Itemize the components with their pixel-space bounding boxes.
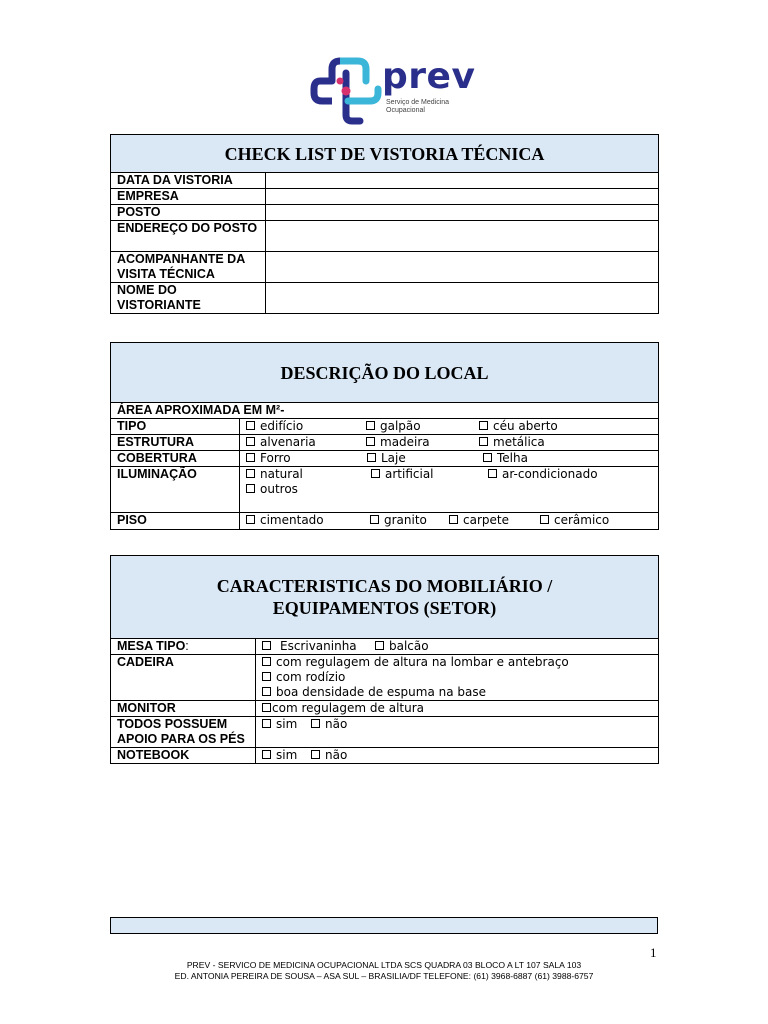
checkbox-icon [311,719,320,728]
endereco-posto-field[interactable] [266,221,659,252]
checkbox-icon [262,672,271,681]
page-number: 1 [650,945,657,960]
mesa-tipo-label: MESA TIPO: [111,639,256,655]
monitor-label: MONITOR [111,701,256,717]
nome-vistoriante-field[interactable] [266,283,659,314]
estrutura-option-metalica[interactable]: metálica [479,435,545,450]
cadeira-option-espuma[interactable]: boa densidade de espuma na base [262,685,486,700]
cadeira-label: CADEIRA [111,655,256,701]
checkbox-icon [262,687,271,696]
checkbox-icon [246,515,255,524]
checklist-title: CHECK LIST DE VISTORIA TÉCNICA [111,135,659,173]
checkbox-icon [246,484,255,493]
checkbox-icon [540,515,549,524]
piso-label: PISO [111,513,240,530]
tipo-option-galpao[interactable]: galpão [366,419,421,434]
posto-field[interactable] [266,205,659,221]
checkbox-icon [262,641,271,650]
cadeira-options [256,655,659,701]
cadeira-option-regulagem[interactable]: com regulagem de altura na lombar e antebraço [262,655,569,670]
checkbox-icon [262,657,271,666]
cobertura-option-laje[interactable]: Laje [367,451,406,466]
monitor-option-regulagem[interactable]: com regulagem de altura [262,701,424,716]
empresa-label: EMPRESA [111,189,266,205]
checkbox-icon [366,437,375,446]
checkbox-icon [367,453,376,462]
checkbox-icon [371,469,380,478]
nome-vistoriante-label: NOME DO VISTORIANTE [111,283,266,314]
iluminacao-option-natural[interactable]: natural [246,467,303,482]
cobertura-label: COBERTURA [111,451,240,467]
apoio-pes-options [256,717,659,748]
piso-option-carpete[interactable]: carpete [449,513,509,528]
checkbox-icon [370,515,379,524]
tipo-option-edificio[interactable]: edifício [246,419,303,434]
checkbox-icon [246,453,255,462]
descricao-local-title: DESCRIÇÃO DO LOCAL [111,343,659,403]
data-vistoria-field[interactable] [266,173,659,189]
piso-option-cimentado[interactable]: cimentado [246,513,324,528]
mobiliario-title-line1: CARACTERISTICAS DO MOBILIÁRIO / [216,576,553,596]
notebook-label: NOTEBOOK [111,748,256,764]
logo-subtitle: Serviço de Medicina Ocupacional [386,99,450,114]
blank-header-band [110,917,658,934]
checkbox-icon [488,469,497,478]
checkbox-icon [366,421,375,430]
iluminacao-label: ILUMINAÇÃO [111,467,240,513]
cobertura-options [240,451,659,467]
apoio-pes-label: TODOS POSSUEM APOIO PARA OS PÉS [111,717,256,748]
estrutura-option-alvenaria[interactable]: alvenaria [246,435,316,450]
mesa-tipo-options [256,639,659,655]
checkbox-icon [246,421,255,430]
checkbox-icon [311,750,320,759]
posto-label: POSTO [111,205,266,221]
mobiliario-title [111,556,659,639]
descricao-local-table [110,342,659,530]
vistoria-info-table [110,134,659,314]
company-logo [310,55,476,125]
estrutura-options [240,435,659,451]
iluminacao-options [240,467,659,513]
checkbox-icon [479,421,488,430]
estrutura-option-madeira[interactable]: madeira [366,435,430,450]
piso-option-ceramico[interactable]: cerâmico [540,513,609,528]
cobertura-option-forro[interactable]: Forro [246,451,291,466]
notebook-option-sim[interactable]: sim [262,748,297,763]
cadeira-option-rodizio[interactable]: com rodízio [262,670,345,685]
checkbox-icon [483,453,492,462]
tipo-label: TIPO [111,419,240,435]
footer-line-1: PREV - SERVICO DE MEDICINA OCUPACIONAL LTDA SCS QUADRA 03 BLOCO A LT 107 SALA 103 [186,960,582,970]
estrutura-label: ESTRUTURA [111,435,240,451]
mesa-option-escrivaninha[interactable]: Escrivaninha [262,639,357,654]
apoio-option-nao[interactable]: não [311,717,347,732]
iluminacao-option-artificial[interactable]: artificial [371,467,434,482]
mobiliario-table [110,555,659,764]
apoio-option-sim[interactable]: sim [262,717,297,732]
notebook-option-nao[interactable]: não [311,748,347,763]
data-vistoria-label: DATA DA VISTORIA [111,173,266,189]
tipo-option-ceu-aberto[interactable]: céu aberto [479,419,558,434]
endereco-posto-label: ENDEREÇO DO POSTO [111,221,266,252]
checkbox-icon [246,437,255,446]
acompanhante-label: ACOMPANHANTE DA VISITA TÉCNICA [111,252,266,283]
logo-wordmark: prev [382,56,476,97]
monitor-options [256,701,659,717]
iluminacao-option-ar-condicionado[interactable]: ar-condicionado [488,467,598,482]
checkbox-icon [262,719,271,728]
checkbox-icon [262,703,271,712]
piso-options [240,513,659,530]
notebook-options [256,748,659,764]
checkbox-icon [246,469,255,478]
area-aproximada-label[interactable]: ÁREA APROXIMADA EM M²- [111,403,659,419]
mobiliario-title-line2: EQUIPAMENTOS (SETOR) [272,598,497,618]
piso-option-granito[interactable]: granito [370,513,427,528]
tipo-options [240,419,659,435]
checkbox-icon [449,515,458,524]
acompanhante-field[interactable] [266,252,659,283]
mesa-option-balcao[interactable]: balcão [375,639,429,654]
cobertura-option-telha[interactable]: Telha [483,451,528,466]
prev-logo-icon [310,55,382,125]
checkbox-icon [479,437,488,446]
iluminacao-option-outros[interactable]: outros [246,482,298,497]
checkbox-icon [262,750,271,759]
checkbox-icon [375,641,384,650]
footer-line-2: ED. ANTONIA PEREIRA DE SOUSA – ASA SUL – BRASILIA/DF TELEFONE: (61) 3968-6887 (61) 3988-6757 [174,971,594,981]
empresa-field[interactable] [266,189,659,205]
